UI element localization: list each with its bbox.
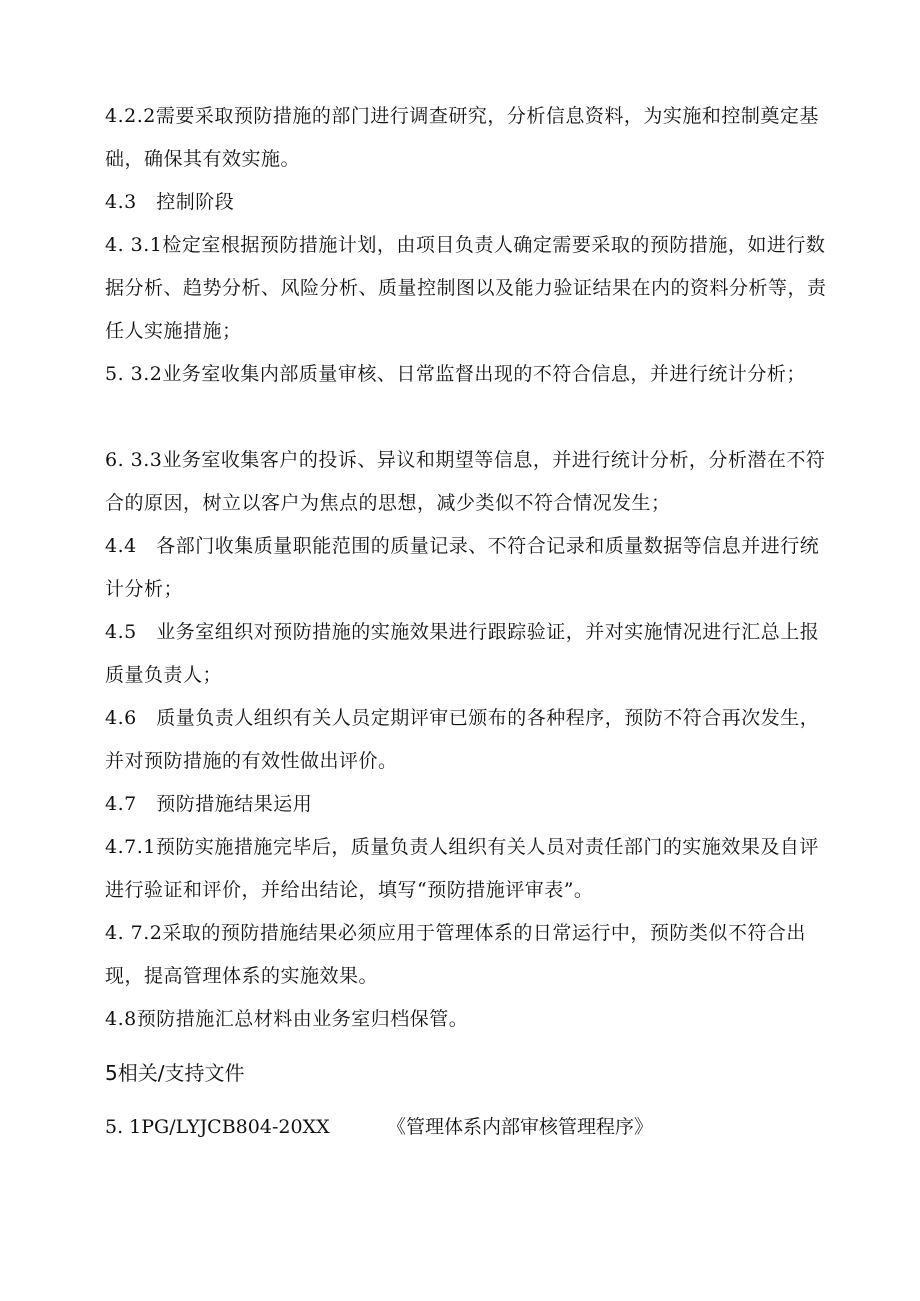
paragraph-4-6: 4.6 质量负责人组织有关人员定期评审已颁布的各种程序，预防不符合再次发生，并对预防措施的有效性做出评价。 [105, 707, 820, 772]
heading-4-7: 4.7 预防措施结果运用 [105, 793, 313, 815]
section-5-heading: 5相关/支持文件 [105, 1061, 245, 1085]
paragraph-4-2-2: 4.2.2需要采取预防措施的部门进行调查研究，分析信息资料，为实施和控制奠定基础，确保其有效实施。 [105, 105, 819, 170]
paragraph-4-3-1: 4. 3.1检定室根据预防措施计划，由项目负责人确定需要采取的预防措施，如进行数据分析、趋势分析、风险分析、质量控制图以及能力验证结果在内的资料分析等，责任人实施措施； [105, 234, 827, 342]
reference-title: 《管理体系内部审核管理程序》 [387, 1116, 654, 1138]
paragraph-5-3-2: 5. 3.2业务室收集内部质量审核、日常监督出现的不符合信息，并进行统计分析； [105, 363, 806, 385]
paragraph-4-7-2: 4. 7.2采取的预防措施结果必须应用于管理体系的日常运行中，预防类似不符合出现，提高管理体系的实施效果。 [105, 922, 806, 987]
paragraph-4-8: 4.8预防措施汇总材料由业务室归档保管。 [105, 1008, 469, 1030]
paragraph-6-3-3: 6. 3.3业务室收集客户的投诉、异议和期望等信息，并进行统计分析，分析潜在不符合的原因，树立以客户为焦点的思想，减少类似不符合情况发生； [105, 449, 826, 514]
paragraph-4-7-1: 4.7.1预防实施措施完毕后，质量负责人组织有关人员对责任部门的实施效果及自评进行验证和评价，并给出结论，填写“预防措施评审表”。 [105, 836, 819, 901]
paragraph-4-5: 4.5 业务室组织对预防措施的实施效果进行跟踪验证，并对实施情况进行汇总上报质量负责人； [105, 621, 820, 686]
paragraph-4-4: 4.4 各部门收集质量职能范围的质量记录、不符合记录和质量数据等信息并进行统计分析； [105, 535, 820, 600]
reference-code: 5. 1PG/LYJCB804-20XX [105, 1116, 330, 1138]
reference-line [105, 1106, 653, 1149]
heading-4-3: 4.3 控制阶段 [105, 191, 235, 213]
